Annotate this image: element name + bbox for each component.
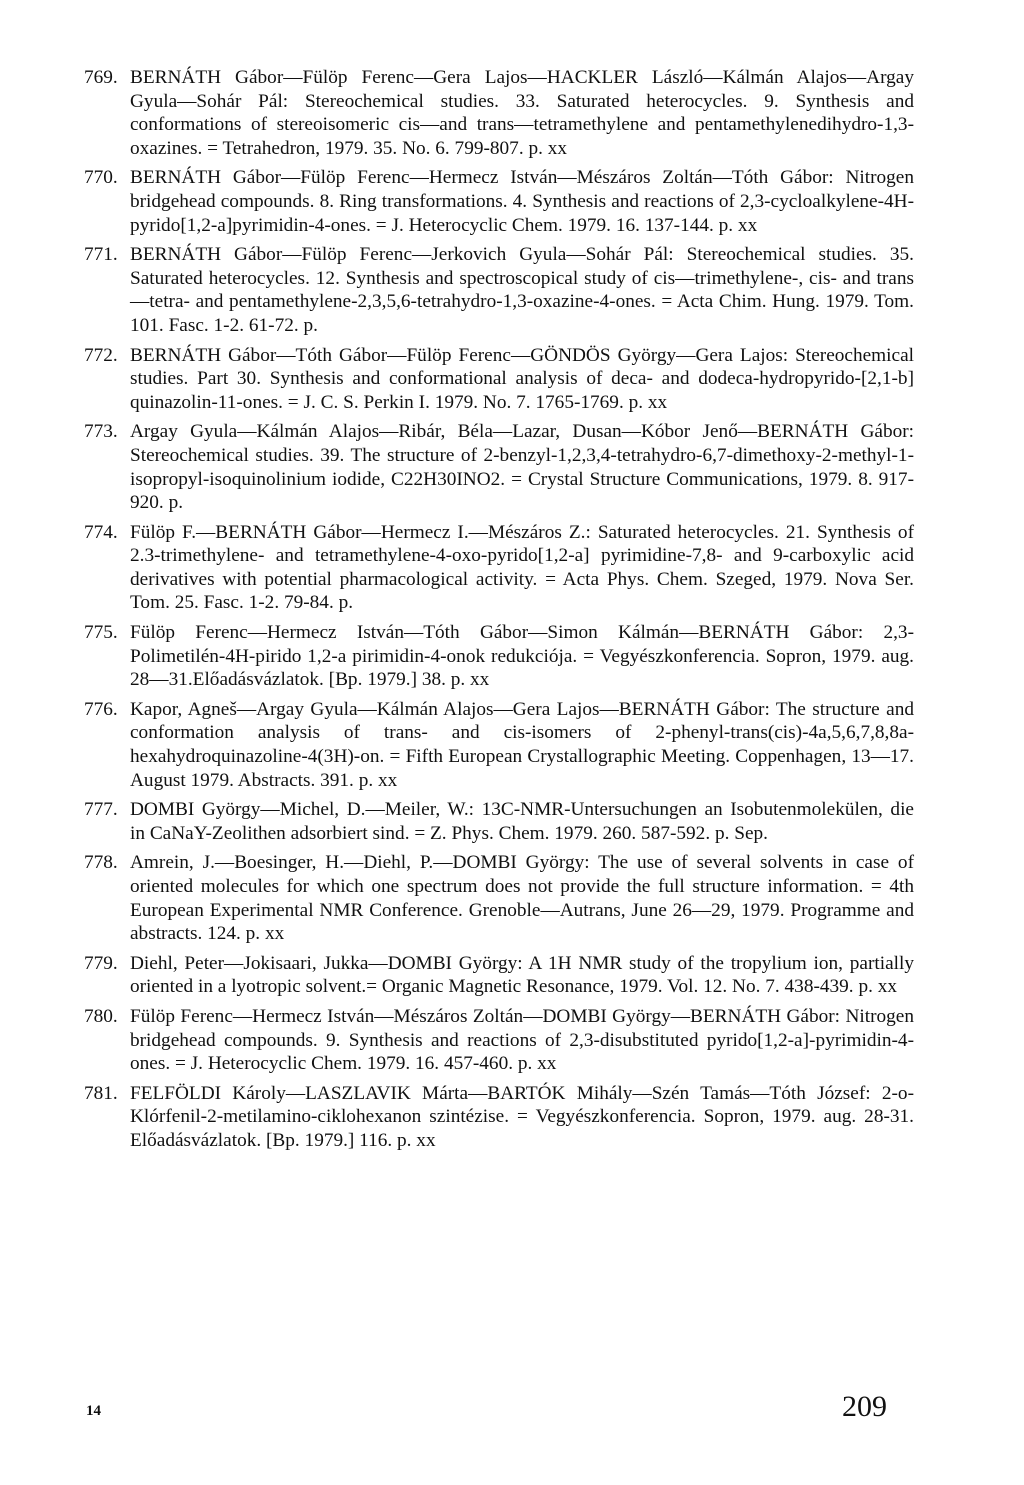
entry-number: 780. <box>84 1005 118 1027</box>
bibliography-entry <box>84 1082 914 1153</box>
bibliography-entry <box>84 243 914 337</box>
entry-number: 769. <box>84 67 118 88</box>
bibliography-entry <box>84 344 914 415</box>
entry-text: Kapor, Agneš—Argay Gyula—Kálmán Alajos—Gera Lajos—BERNÁTH Gábor: The structure and conformation analysis of trans- and cis-isomers of 2-phenyl-trans(cis)-4a,5,6,7,8,8a-hexahydroquinazoline-4(3H)-on. = Fifth European Crystallographic Meeting. Coppenhagen, 13—17. August 1979. Abstracts. 391. p. xx <box>130 698 914 791</box>
signature-mark: 14 <box>86 1403 101 1419</box>
bibliography-entry <box>84 798 914 845</box>
entry-text: Diehl, Peter—Jokisaari, Jukka—DOMBI György: A 1H NMR study of the tropylium ion, partially oriented in a lyotropic solvent.= Organic Magnetic Resonance, 1979. Vol. 12. No. 7. 438-439. p. xx <box>130 952 914 998</box>
bibliography-entry <box>84 851 914 945</box>
entry-number: 770. <box>84 167 118 189</box>
bibliography-entry <box>84 952 914 999</box>
bibliography-entry <box>84 1005 914 1076</box>
entry-text: Fülöp Ferenc—Hermecz István—Tóth Gábor—Simon Kálmán—BERNÁTH Gábor: 2,3-Polimetilén-4H-pirido 1,2-a pirimidin-4-onok redukciója. = Vegyészkonferencia. Sopron, 1979. aug. 28—31.Előadásvázlatok. [Bp. 1979.] 38. p. xx <box>130 622 914 691</box>
entry-text: Fülöp F.—BERNÁTH Gábor—Hermecz I.—Mészáros Z.: Saturated heterocycles. 21. Synthesis of 2.3-trimethylene- and tetramethylene-4-oxo-pyrido[1,2-a] pyrimidine-7,8- and 9-carboxylic acid derivatives with potential pharmacological activity. = Acta Phys. Chem. Szeged, 1979. Nova Ser. Tom. 25. Fasc. 1-2. 79-84. p. <box>130 521 914 614</box>
entry-number: 777. <box>84 799 118 821</box>
entry-number: 776. <box>84 698 118 720</box>
bibliography-entry <box>84 621 914 692</box>
entry-number: 774. <box>84 521 118 543</box>
bibliography-entry <box>84 420 914 514</box>
page-number: 209 <box>842 1390 887 1423</box>
entry-number: 778. <box>84 852 118 874</box>
entry-number: 779. <box>84 952 118 974</box>
bibliography-entry <box>84 66 914 160</box>
entry-text: Argay Gyula—Kálmán Alajos—Ribár, Béla—Lazar, Dusan—Kóbor Jenő—BERNÁTH Gábor: Stereochemical studies. 39. The structure of 2-benzyl-1,2,3,4-tetrahydro-6,7-dimethoxy-2-methyl-1-isopropyl-isoquinolinium iodide, C22H30INO2. = Crystal Structure Communications, 1979. 8. 917-920. p. <box>130 421 914 514</box>
entry-number: 773. <box>84 421 118 443</box>
bibliography-list <box>84 66 914 1159</box>
entry-number: 771. <box>84 244 118 266</box>
entry-text: Amrein, J.—Boesinger, H.—Diehl, P.—DOMBI György: The use of several solvents in case of oriented molecules for which one spectrum does not provide the full structure information. = 4th European Experimental NMR Conference. Grenoble—Autrans, June 26—29, 1979. Programme and abstracts. 124. p. xx <box>130 852 914 945</box>
entry-text: BERNÁTH Gábor—Fülöp Ferenc—Gera Lajos—HACKLER László—Kálmán Alajos—Argay Gyula—Sohár Pál: Stereochemical studies. 33. Saturated heterocycles. 9. Synthesis and conformations of stereoisomeric cis—and trans—tetramethylene and pentamethylenedihydro-1,3-oxazines. = Tetrahedron, 1979. 35. No. 6. 799-807. p. xx <box>130 67 914 159</box>
entry-number: 772. <box>84 344 118 366</box>
entry-text: BERNÁTH Gábor—Fülöp Ferenc—Jerkovich Gyula—Sohár Pál: Stereochemical studies. 35. Saturated heterocycles. 12. Synthesis and spectroscopical study of cis—trimethylene-, cis- and trans—tetra- and pentamethylene-2,3,5,6-tetrahydro-1,3-oxazine-4-ones. = Acta Chim. Hung. 1979. Tom. 101. Fasc. 1-2. 61-72. p. <box>130 244 914 336</box>
bibliography-entry <box>84 166 914 237</box>
entry-number: 781. <box>84 1082 118 1104</box>
bibliography-entry <box>84 521 914 615</box>
bibliography-entry <box>84 698 914 792</box>
entry-text: BERNÁTH Gábor—Tóth Gábor—Fülöp Ferenc—GÖNDÖS György—Gera Lajos: Stereochemical studies. Part 30. Synthesis and conformational analysis of deca- and dodeca-hydropyrido-[2,1-b] quinazolin-11-ones. = J. C. S. Perkin I. 1979. No. 7. 1765-1769. p. xx <box>130 344 914 413</box>
entry-text: DOMBI György—Michel, D.—Meiler, W.: 13C-NMR-Untersuchungen an Isobutenmolekülen, die in CaNaY-Zeolithen adsorbiert sind. = Z. Phys. Chem. 1979. 260. 587-592. p. Sep. <box>130 799 914 844</box>
entry-text: FELFÖLDI Károly—LASZLAVIK Márta—BARTÓK Mihály—Szén Tamás—Tóth József: 2-o-Klórfenil-2-metilamino-ciklohexanon szintézise. = Vegyészkonferencia. Sopron, 1979. aug. 28-31. Előadásvázlatok. [Bp. 1979.] 116. p. xx <box>130 1082 914 1151</box>
entry-number: 775. <box>84 622 118 644</box>
entry-text: Fülöp Ferenc—Hermecz István—Mészáros Zoltán—DOMBI György—BERNÁTH Gábor: Nitrogen bridgehead compounds. 9. Synthesis and reactions of 2,3-disubstituted pyrido[1,2-a]-pyrimidin-4-ones. = J. Heterocyclic Chem. 1979. 16. 457-460. p. xx <box>130 1005 914 1075</box>
entry-text: BERNÁTH Gábor—Fülöp Ferenc—Hermecz István—Mészáros Zoltán—Tóth Gábor: Nitrogen bridgehead compounds. 8. Ring transformations. 4. Synthesis and reactions of 2,3-cycloalkylene-4H-pyrido[1,2-a]pyrimidin-4-ones. = J. Heterocyclic Chem. 1979. 16. 137-144. p. xx <box>130 167 914 236</box>
